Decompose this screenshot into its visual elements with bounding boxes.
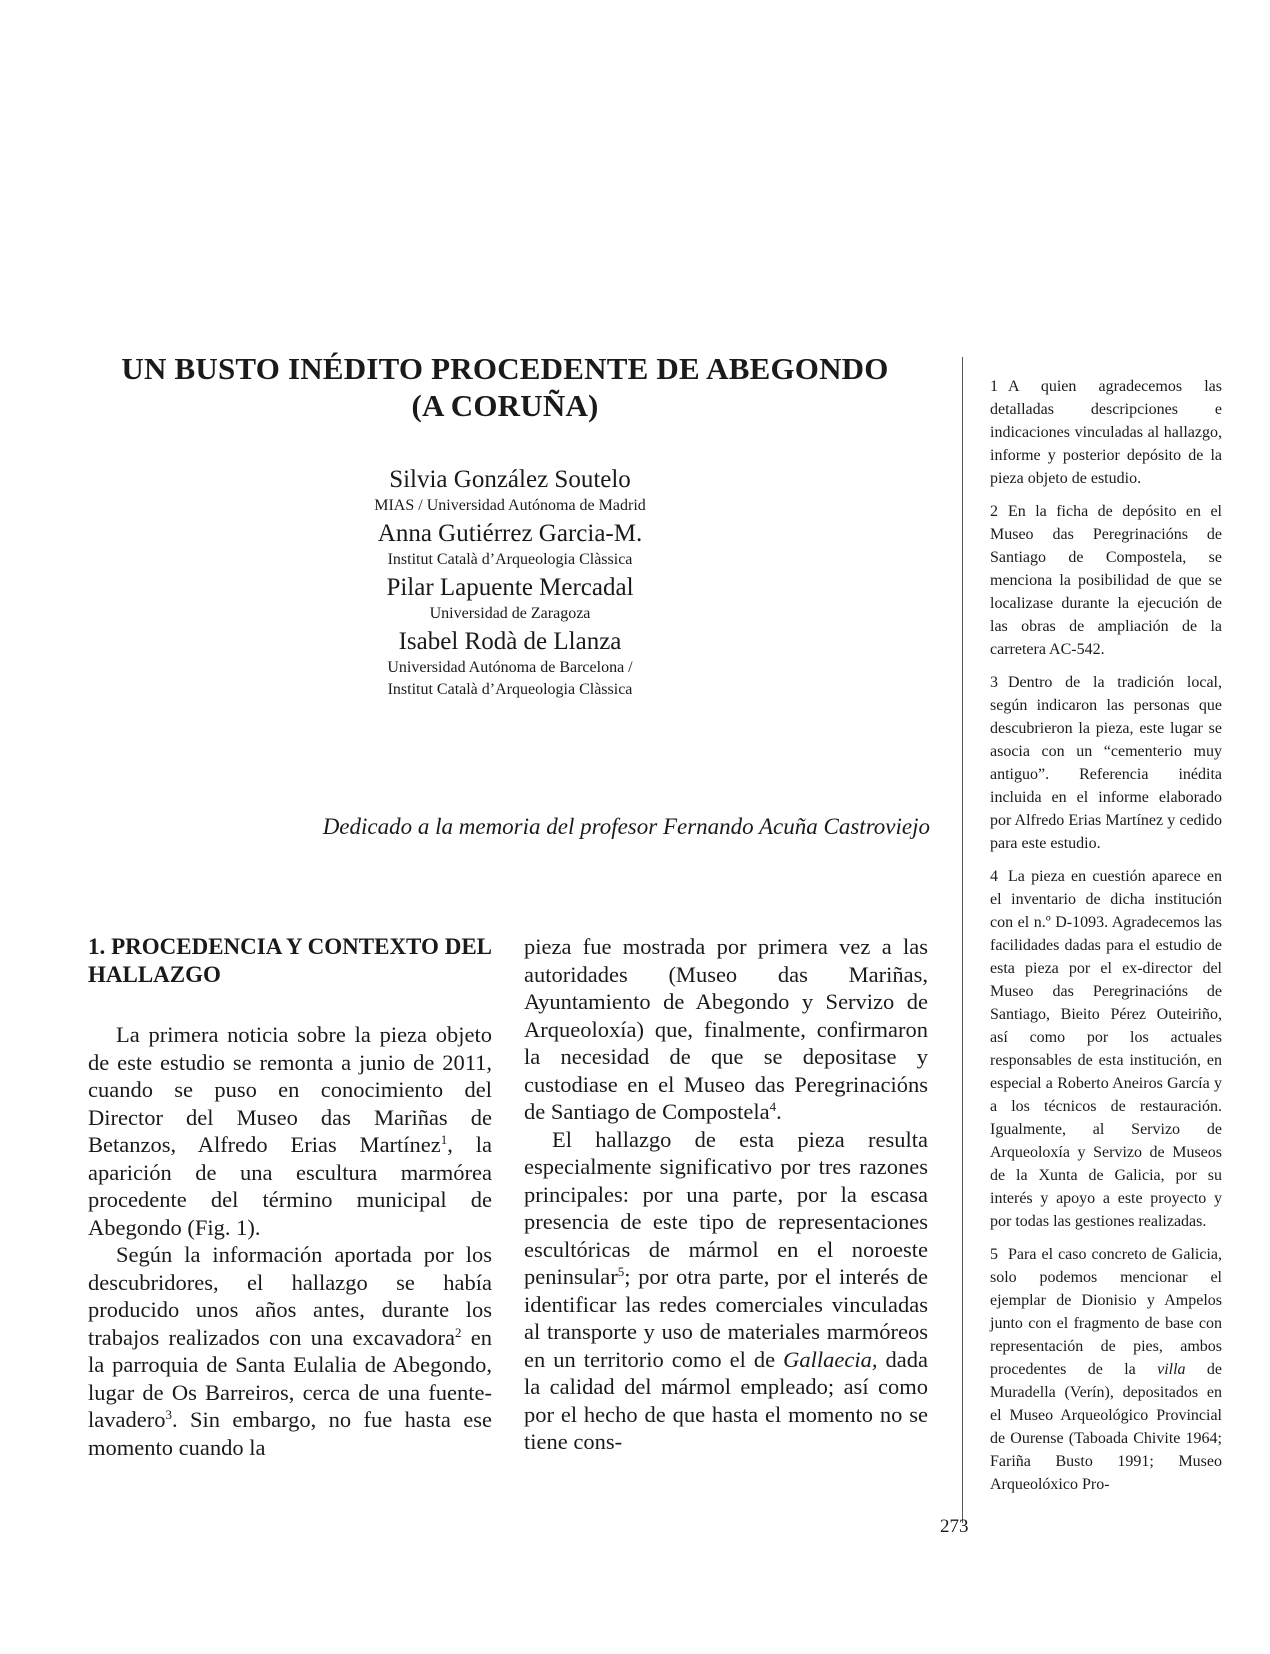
footnote-ref[interactable]: 3 xyxy=(165,1407,172,1422)
footnote-text: A quien agradecemos las detalladas descripciones e indicaciones vinculadas al hallazgo, informe y posterior depósito de la pieza objeto de estudio. xyxy=(990,378,1222,487)
footnote xyxy=(990,500,1222,661)
author-affiliation xyxy=(300,549,720,571)
footnote xyxy=(990,671,1222,855)
paragraph-text: ; por otra parte, por el interés de identificar las redes comerciales vinculadas al transporte y uso de materiales marmóreos en un territorio como el de xyxy=(524,1264,928,1372)
paragraph-text: en la parroquia de Santa Eulalia de Abegondo, lugar de Os Barreiros, cerca de una fuente-lavadero xyxy=(88,1324,492,1432)
paragraph-text: pieza fue mostrada por primera vez a las autoridades (Museo das Mariñas, Ayuntamiento de Abegondo y Servizo de Arqueoloxía) que, finalmente, confirmaron la necesidad de que se depositase y custodiase en el Museo das Peregrinacións de Santiago de Compostela xyxy=(524,934,928,1124)
article-title-line-1: UN BUSTO INÉDITO PROCEDENTE DE ABEGONDO xyxy=(121,351,889,386)
footnotes-column xyxy=(990,375,1222,1506)
body-column-left xyxy=(88,933,492,1461)
footnote-text: de Muradella (Verín), depositados en el Museo Arqueológico Provincial de Ourense (Taboada Chivite 1964; Fariña Busto 1991; Museo Arqueolóxico Pro- xyxy=(990,1361,1222,1493)
body-paragraph xyxy=(88,1021,492,1241)
footnote-ref[interactable]: 4 xyxy=(769,1099,777,1114)
footnote xyxy=(990,375,1222,490)
paragraph-text: , la aparición de una escultura marmórea procedente del término municipal de Abegondo (Fig. 1). xyxy=(88,1132,492,1240)
affiliation-line: MIAS / Universidad Autónoma de Madrid xyxy=(374,497,646,514)
page-number: 273 xyxy=(940,1516,969,1537)
footnote-ref[interactable]: 5 xyxy=(617,1264,625,1279)
author-affiliation xyxy=(300,603,720,625)
paragraph-text: El hallazgo de esta pieza resulta especialmente significativo por tres razones principales: por una parte, por la escasa presencia de este tipo de representaciones escultóricas de mármol en el noroeste peninsular xyxy=(524,1126,928,1289)
paragraph-text: La primera noticia sobre la pieza objeto de este estudio se remonta a junio de 2011, cuando se puso en conocimiento del Director del Museo das Mariñas de Betanzos, Alfredo Erias Martínez xyxy=(88,1022,492,1157)
footnote-text: Dentro de la tradición local, según indicaron las personas que descubrieron la pieza, este lugar se asocia con un “cementerio muy antiguo”. Referencia inédita incluida en el informe elaborado por Alfredo Erias Martínez y cedido para este estudio. xyxy=(990,674,1222,852)
author-name: Silvia González Soutelo xyxy=(389,466,631,493)
footnote-ref[interactable]: 2 xyxy=(454,1324,462,1340)
body-column-right xyxy=(524,933,928,1456)
footnote-number: 2 xyxy=(990,503,998,520)
author-name: Anna Gutiérrez Garcia-M. xyxy=(377,520,643,547)
footnote-number: 3 xyxy=(990,674,998,691)
column-divider xyxy=(962,357,963,1523)
affiliation-line: Universidad de Zaragoza xyxy=(429,605,591,622)
paragraph-text: . Sin embargo, no fue hasta ese momento cuando la xyxy=(88,1407,492,1460)
author-affiliation xyxy=(300,657,720,701)
italic-term: Gallaecia, xyxy=(783,1346,878,1372)
body-paragraph xyxy=(524,933,928,1126)
footnote-italic: villa xyxy=(1157,1361,1186,1378)
footnote-ref[interactable]: 1 xyxy=(440,1132,448,1147)
footnote-number: 1 xyxy=(990,378,998,395)
author-affiliation xyxy=(300,495,720,517)
footnote xyxy=(990,865,1222,1233)
paragraph-text: Según la información aportada por los descubridores, el hallazgo se había producido unos años antes, durante los trabajos realizados con una excavadora xyxy=(88,1242,492,1350)
article-title xyxy=(85,350,925,424)
dedication: Dedicado a la memoria del profesor Fernando Acuña Castroviejo xyxy=(322,814,930,839)
body-paragraph xyxy=(524,1126,928,1456)
body-paragraph xyxy=(88,1241,492,1461)
affiliation-line: Universidad Autónoma de Barcelona / xyxy=(387,659,633,676)
footnote-text: Para el caso concreto de Galicia, solo podemos mencionar el ejemplar de Dionisio y Ampelos junto con el fragmento de base con representación de pies, ambos procedentes de la xyxy=(990,1246,1222,1378)
author-name: Isabel Rodà de Llanza xyxy=(398,628,622,655)
footnote-text: La pieza en cuestión aparece en el inventario de dicha institución con el n.º D-1093. Agradecemos las facilidades dadas para el estudio de esta pieza por el ex-director del Museo das Peregrinacións de Santiago, Bieito Pérez Outeiriño, así como por los actuales responsables de esta institución, en especial a Roberto Aneiros García y a los técnicos de restauración. Igualmente, al Servizo de Arqueoloxía y Servizo de Museos de la Xunta de Galicia, por su interés y apoyo a este proyecto y por todas las gestiones realizadas. xyxy=(990,868,1222,1230)
author-name: Pilar Lapuente Mercadal xyxy=(386,574,634,601)
article-title-line-2: (A CORUÑA) xyxy=(411,388,599,423)
footnote-text: En la ficha de depósito en el Museo das Peregrinacións de Santiago de Compostela, se menciona la posibilidad de que se localizase durante la ejecución de las obras de ampliación de la carretera AC-542. xyxy=(990,503,1222,658)
footnote-number: 5 xyxy=(990,1246,998,1263)
paragraph-text: dada la calidad del mármol empleado; así como por el hecho de que hasta el momento no se tiene cons- xyxy=(524,1346,928,1454)
paragraph-text: . xyxy=(776,1099,782,1124)
affiliation-line: Institut Català d’Arqueologia Clàssica xyxy=(387,551,633,568)
author-block xyxy=(300,465,720,703)
section-heading: 1. PROCEDENCIA Y CONTEXTO DEL HALLAZGO xyxy=(88,934,492,987)
affiliation-line: Institut Català d’Arqueologia Clàssica xyxy=(387,681,633,698)
footnote xyxy=(990,1243,1222,1496)
footnote-number: 4 xyxy=(990,868,998,885)
